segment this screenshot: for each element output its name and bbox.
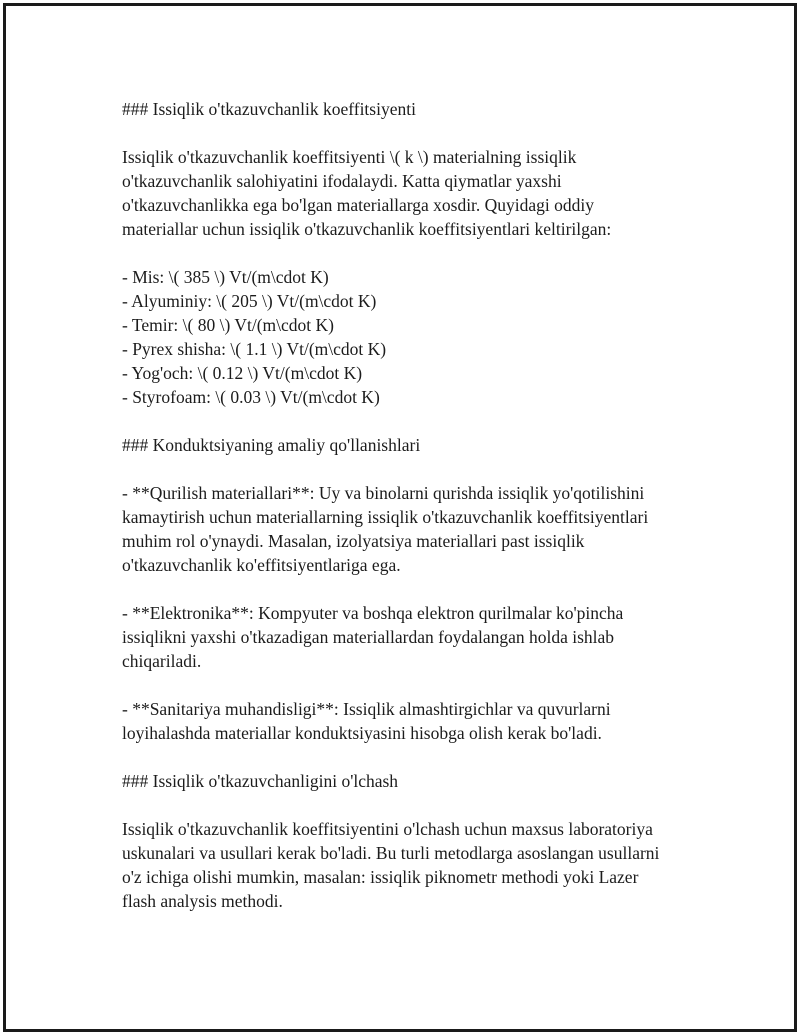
section-heading: ### Konduktsiyaning amaliy qo'llanishlari xyxy=(122,435,421,455)
list-item: - Temir: \( 80 \) Vt/(m\cdot K) xyxy=(122,315,334,335)
bullet-line: - **Qurilish materiallari**: Uy va binolarni qurishda issiqlik yo'qotilishini xyxy=(122,483,645,503)
bullet-item xyxy=(122,481,722,577)
bullet-line: chiqariladi. xyxy=(122,651,202,671)
bullet-item xyxy=(122,601,722,673)
conductivity-list xyxy=(122,265,722,409)
paragraph-line: uskunalari va usullari kerak bo'ladi. Bu turli metodlarga asoslangan usullarni xyxy=(122,843,660,863)
paragraph-line: Issiqlik o'tkazuvchanlik koeffitsiyenti \( k \) materialning issiqlik xyxy=(122,147,577,167)
list-item: - Alyuminiy: \( 205 \) Vt/(m\cdot K) xyxy=(122,291,377,311)
page-frame xyxy=(3,3,797,1032)
bullet-line: issiqlikni yaxshi o'tkazadigan materiallardan foydalangan holda ishlab xyxy=(122,627,615,647)
section-heading: ### Issiqlik o'tkazuvchanligini o'lchash xyxy=(122,771,399,791)
document-body xyxy=(122,97,722,913)
section-heading: ### Issiqlik o'tkazuvchanlik koeffitsiyenti xyxy=(122,99,416,119)
paragraph-line: Issiqlik o'tkazuvchanlik koeffitsiyentini o'lchash uchun maxsus laboratoriya xyxy=(122,819,653,839)
spacer xyxy=(122,241,722,265)
list-item: - Pyrex shisha: \( 1.1 \) Vt/(m\cdot K) xyxy=(122,339,387,359)
bullet-line: muhim rol o'ynaydi. Masalan, izolyatsiya materiallari past issiqlik xyxy=(122,531,585,551)
spacer xyxy=(122,457,722,481)
paragraph-line: materiallar uchun issiqlik o'tkazuvchanlik koeffitsiyentlari keltirilgan: xyxy=(122,219,612,239)
paragraph xyxy=(122,145,722,241)
paragraph-line: o'z ichiga olishi mumkin, masalan: issiqlik piknometr methodi yoki Lazer xyxy=(122,867,639,887)
list-item: - Yog'och: \( 0.12 \) Vt/(m\cdot K) xyxy=(122,363,363,383)
paragraph-line: o'tkazuvchanlikka ega bo'lgan materiallarga xosdir. Quyidagi oddiy xyxy=(122,195,595,215)
paragraph-line: flash analysis methodi. xyxy=(122,891,283,911)
list-item: - Styrofoam: \( 0.03 \) Vt/(m\cdot K) xyxy=(122,387,380,407)
bullet-item xyxy=(122,697,722,745)
bullet-line: loyihalashda materiallar konduktsiyasini hisobga olish kerak bo'ladi. xyxy=(122,723,602,743)
bullet-line: - **Elektronika**: Kompyuter va boshqa elektron qurilmalar ko'pincha xyxy=(122,603,624,623)
bullet-line: kamaytirish uchun materiallarning issiqlik o'tkazuvchanlik koeffitsiyentlari xyxy=(122,507,649,527)
paragraph-line: o'tkazuvchanlik salohiyatini ifodalaydi. Katta qiymatlar yaxshi xyxy=(122,171,562,191)
spacer xyxy=(122,745,722,769)
paragraph xyxy=(122,817,722,913)
spacer xyxy=(122,409,722,433)
spacer xyxy=(122,121,722,145)
bullet-line: o'tkazuvchanlik ko'effitsiyentlariga ega. xyxy=(122,555,401,575)
bullet-line: - **Sanitariya muhandisligi**: Issiqlik almashtirgichlar va quvurlarni xyxy=(122,699,611,719)
list-item: - Mis: \( 385 \) Vt/(m\cdot K) xyxy=(122,267,329,287)
spacer xyxy=(122,793,722,817)
spacer xyxy=(122,577,722,601)
spacer xyxy=(122,673,722,697)
